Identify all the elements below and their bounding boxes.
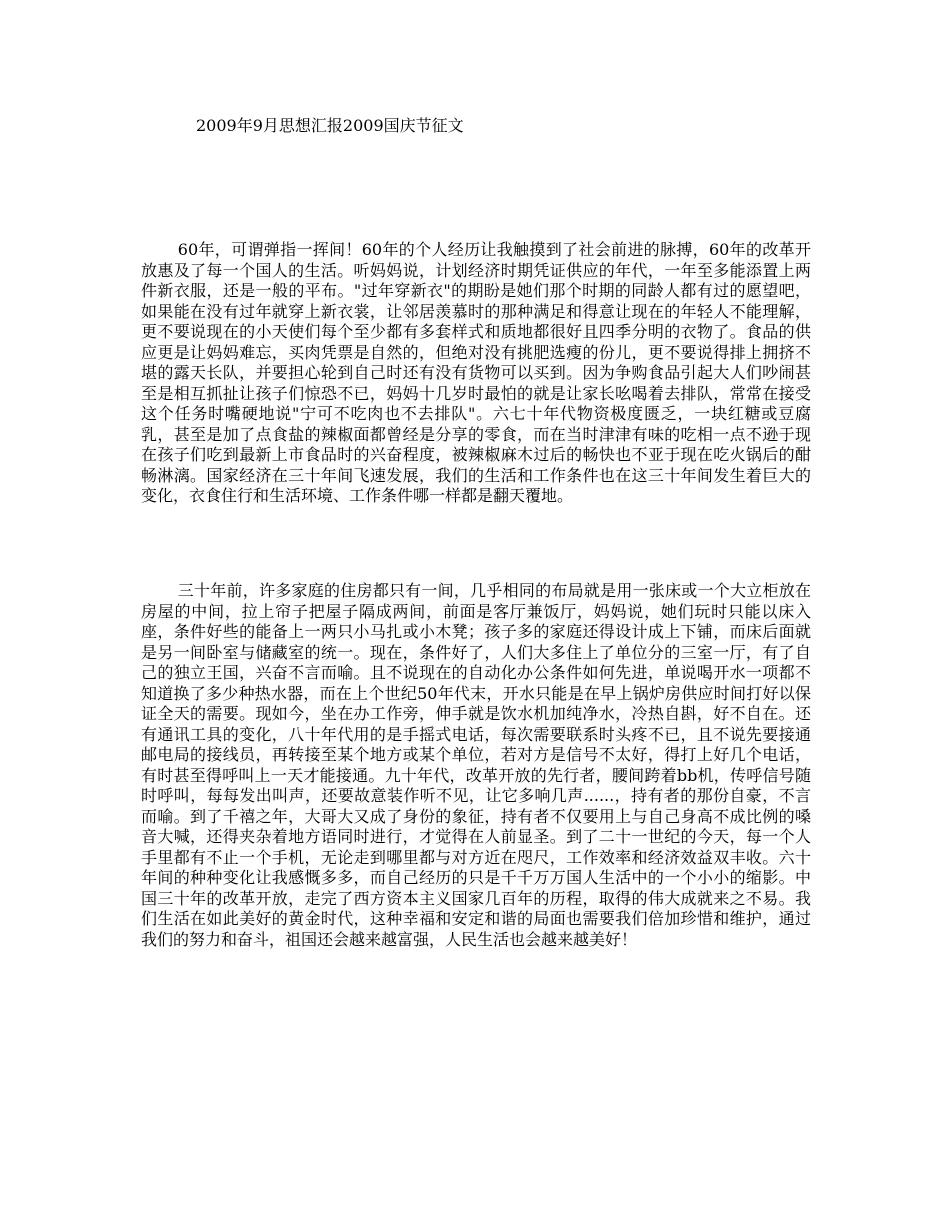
body-paragraph-2: 三十年前，许多家庭的住房都只有一间，几乎相同的布局就是用一张床或一个大立柜放在房屋的中间，拉上帘子把屋子隔成两间，前面是客厅兼饭厅，妈妈说，她们玩时只能以床入座，条件好些的能备上一两只小马扎或小木凳；孩子多的家庭还得设计成上下铺，而床后面就是另一间卧室与储藏室的统一。现在，条件好了，人们大多住上了单位分的三室一厅，有了自己的独立王国，兴奋不言而喻。且不说现在的自动化办公条件如何先进，单说喝开水一项都不知道换了多少种热水器，而在上个世纪50年代末，开水只能是在早上锅炉房供应时间打好以保证全天的需要。现如今，坐在办工作旁，伸手就是饮水机加纯净水，冷热自斟，好不自在。还有通讯工具的变化，八十年代用的是手摇式电话，每次需要联系时头疼不已，且不说先要接通邮电局的接线员，再转接至某个地方或某个单位，若对方是信号不太好，得打上好几个电话，有时甚至得呼叫上一天才能接通。九十年代，改革开放的先行者，腰间跨着bb机，传呼信号随时呼叫，每每发出叫声，还要故意装作听不见，让它多响几声......，持有者的那份自豪，不言而喻。到了千禧之年，大哥大又成了身份的象征，持有者不仅要用上与自己身高不成比例的嗓音大喊，还得夹杂着地方语同时进行，才觉得在人前显圣。到了二十一世纪的今天，每一个人手里都有不止一个手机，无论走到哪里都与对方近在咫尺，工作效率和经济效益双丰收。六十年间的种种变化让我感慨多多，而自己经历的只是千千万万国人生活中的一个小小的缩影。中国三十年的改革开放，走完了西方资本主义国家几百年的历程，取得的伟大成就来之不易。我们生活在如此美好的黄金时代，这种幸福和安定和谐的局面也需要我们倍加珍惜和维护，通过我们的努力和奋斗，祖国还会越来越富强，人民生活也会越来越美好！ bbox=[141, 581, 811, 949]
document-title: 2009年9月思想汇报2009国庆节征文 bbox=[196, 116, 464, 135]
body-paragraph-1: 60年，可谓弹指一挥间！60年的个人经历让我触摸到了社会前进的脉搏，60年的改革开放惠及了每一个国人的生活。听妈妈说，计划经济时期凭证供应的年代，一年至多能添置上两件新衣服，还是一般的平布。"过年穿新衣"的期盼是她们那个时期的同龄人都有过的愿望吧，如果能在没有过年就穿上新衣裳，让邻居羡慕时的那种满足和得意让现在的年轻人不能理解，更不要说现在的小天使们每个至少都有多套样式和质地都很好且四季分明的衣物了。食品的供应更是让妈妈难忘，买肉凭票是自然的，但绝对没有挑肥选瘦的份儿，更不要说得排上拥挤不堪的露天长队，并要担心轮到自己时还有没有货物可以买到。因为争购食品引起大人们吵闹甚至是相互抓扯让孩子们惊恐不已，妈妈十几岁时最怕的就是让家长吆喝着去排队，常常在接受这个任务时嘴硬地说"宁可不吃肉也不去排队"。六七十年代物资极度匮乏，一块红糖或豆腐乳，甚至是加了点食盐的辣椒面都曾经是分享的零食，而在当时津津有味的吃相一点不逊于现在孩子们吃到最新上市食品时的兴奋程度，被辣椒麻木过后的畅快也不亚于现在吃火锅后的酣畅淋漓。国家经济在三十年间飞速发展，我们的生活和工作条件也在这三十年间发生着巨大的变化，衣食住行和生活环境、工作条件哪一样都是翻天覆地。 bbox=[141, 240, 811, 505]
